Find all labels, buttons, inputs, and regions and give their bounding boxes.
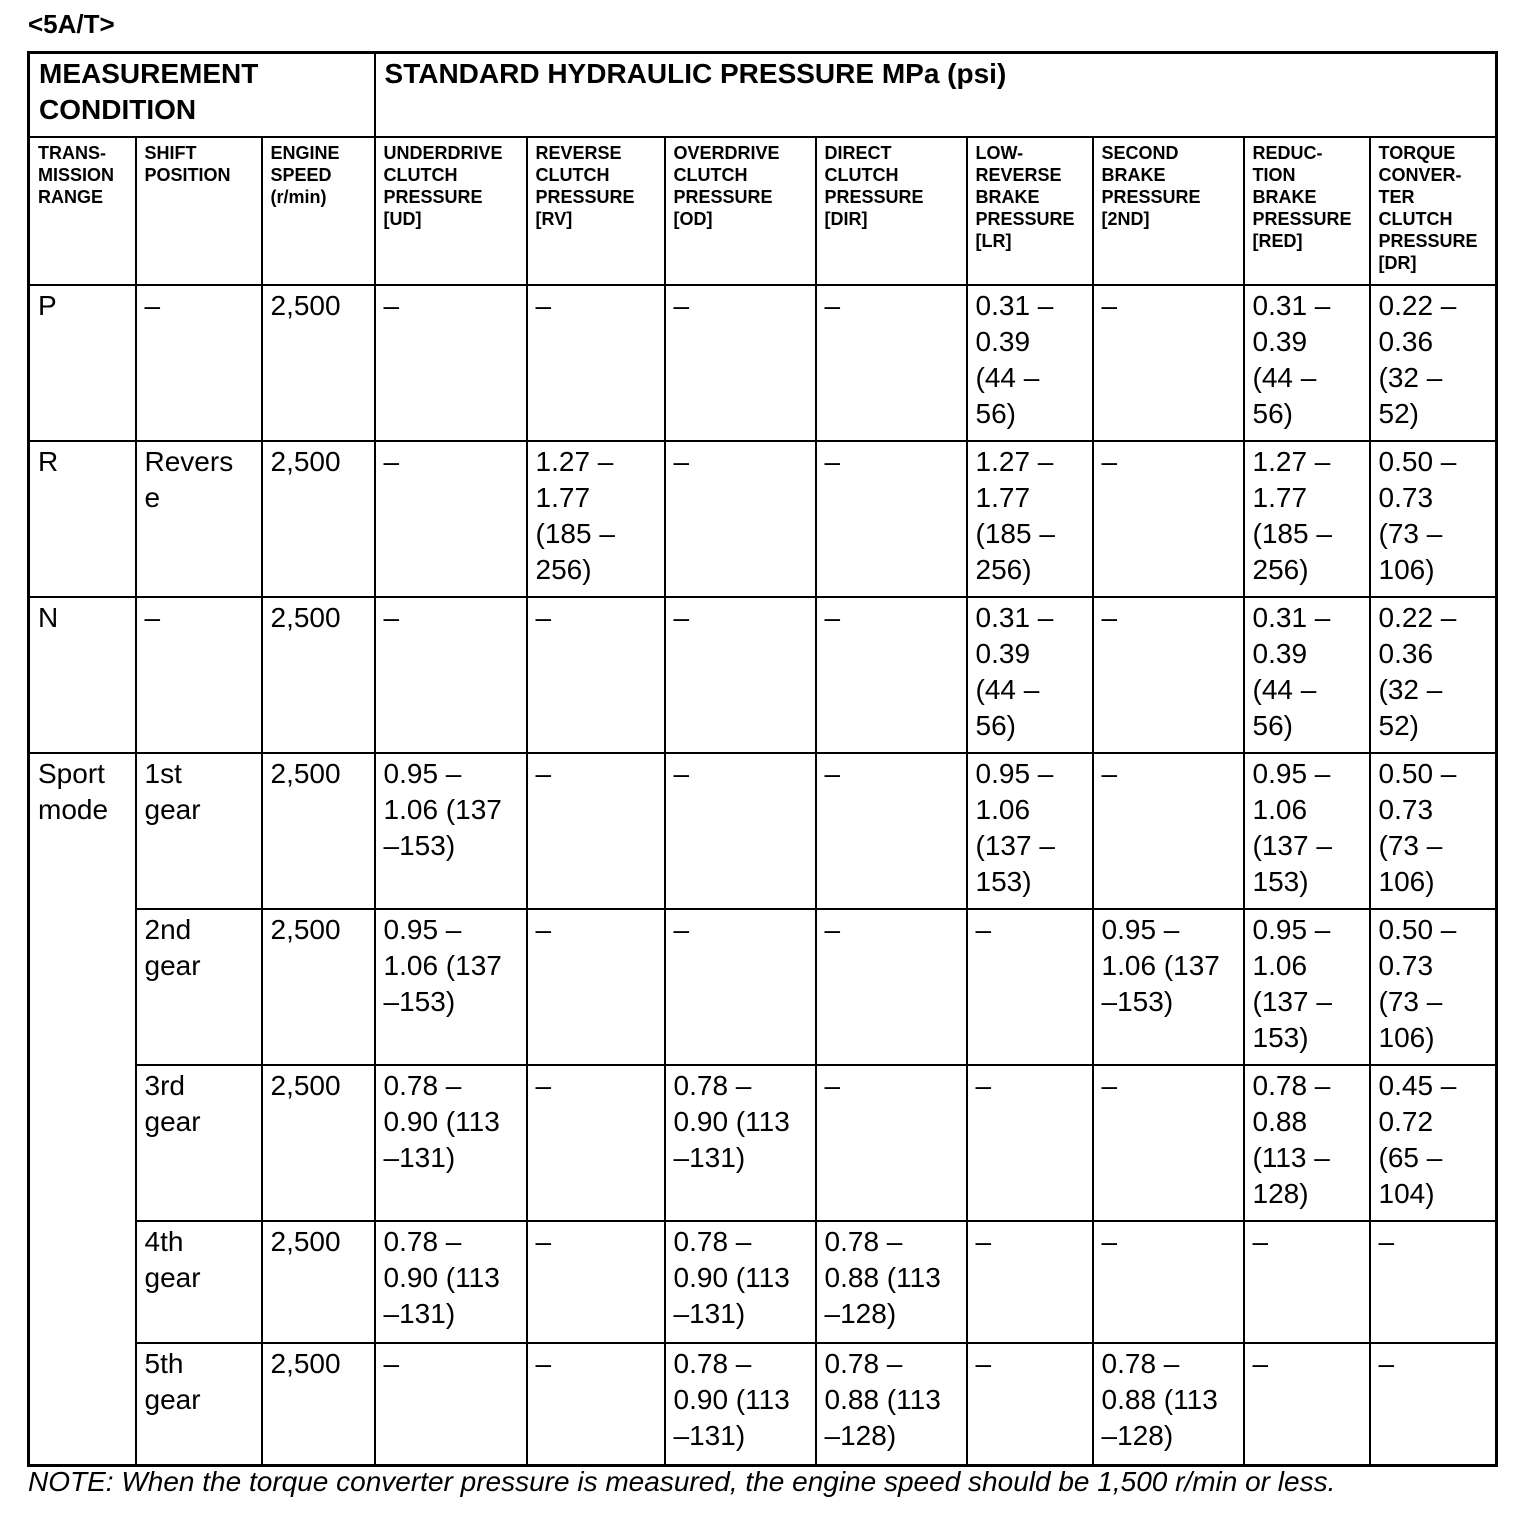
cell-2nd: 0.78 – 0.88 (113 –128) bbox=[1093, 1343, 1244, 1466]
cell-range bbox=[29, 909, 136, 1065]
col-engine-speed: ENGINE SPEED (r/min) bbox=[262, 137, 375, 285]
col-shift-position: SHIFT POSITION bbox=[136, 137, 262, 285]
cell-dir: – bbox=[816, 753, 967, 909]
cell-lr: 0.31 – 0.39 (44 – 56) bbox=[967, 597, 1093, 753]
cell-lr: 0.95 – 1.06 (137 – 153) bbox=[967, 753, 1093, 909]
cell-lr: 0.31 – 0.39 (44 – 56) bbox=[967, 285, 1093, 441]
cell-rv: – bbox=[527, 285, 665, 441]
cell-red: 0.31 – 0.39 (44 – 56) bbox=[1244, 285, 1370, 441]
cell-shift: Revers e bbox=[136, 441, 262, 597]
table-title: <5A/T> bbox=[28, 9, 115, 39]
table-row bbox=[29, 441, 1497, 597]
cell-lr: – bbox=[967, 1343, 1093, 1466]
cell-range bbox=[29, 1221, 136, 1343]
cell-2nd: 0.95 – 1.06 (137 –153) bbox=[1093, 909, 1244, 1065]
col-reduction-brake: REDUC- TION BRAKE PRESSURE [RED] bbox=[1244, 137, 1370, 285]
cell-od: – bbox=[665, 597, 816, 753]
cell-dir: 0.78 – 0.88 (113 –128) bbox=[816, 1221, 967, 1343]
cell-dr: 0.22 – 0.36 (32 – 52) bbox=[1370, 597, 1497, 753]
cell-shift: 1st gear bbox=[136, 753, 262, 909]
cell-2nd: – bbox=[1093, 1221, 1244, 1343]
cell-speed: 2,500 bbox=[262, 1221, 375, 1343]
cell-2nd: – bbox=[1093, 285, 1244, 441]
cell-speed: 2,500 bbox=[262, 285, 375, 441]
cell-ud: – bbox=[375, 597, 527, 753]
header-measurement-condition: MEASUREMENT CONDITION bbox=[29, 53, 375, 138]
cell-lr: – bbox=[967, 909, 1093, 1065]
cell-speed: 2,500 bbox=[262, 909, 375, 1065]
cell-od: – bbox=[665, 753, 816, 909]
cell-red: – bbox=[1244, 1221, 1370, 1343]
cell-speed: 2,500 bbox=[262, 441, 375, 597]
cell-od: – bbox=[665, 285, 816, 441]
cell-dr: 0.45 – 0.72 (65 – 104) bbox=[1370, 1065, 1497, 1221]
cell-od: – bbox=[665, 909, 816, 1065]
cell-dr: 0.50 – 0.73 (73 – 106) bbox=[1370, 441, 1497, 597]
cell-range bbox=[29, 1343, 136, 1466]
cell-dir: – bbox=[816, 441, 967, 597]
cell-rv: – bbox=[527, 1221, 665, 1343]
cell-od: 0.78 – 0.90 (113 –131) bbox=[665, 1343, 816, 1466]
cell-red: 0.78 – 0.88 (113 – 128) bbox=[1244, 1065, 1370, 1221]
cell-dir: – bbox=[816, 285, 967, 441]
cell-shift: 2nd gear bbox=[136, 909, 262, 1065]
cell-range: R bbox=[29, 441, 136, 597]
cell-speed: 2,500 bbox=[262, 1065, 375, 1221]
table-row bbox=[29, 1065, 1497, 1221]
cell-rv: – bbox=[527, 1343, 665, 1466]
cell-dir: – bbox=[816, 597, 967, 753]
cell-shift: 5th gear bbox=[136, 1343, 262, 1466]
col-low-reverse: LOW- REVERSE BRAKE PRESSURE [LR] bbox=[967, 137, 1093, 285]
header-row-columns bbox=[29, 137, 1497, 285]
col-second-brake: SECOND BRAKE PRESSURE [2ND] bbox=[1093, 137, 1244, 285]
header-row-main bbox=[29, 53, 1497, 138]
cell-lr: – bbox=[967, 1065, 1093, 1221]
cell-red: – bbox=[1244, 1343, 1370, 1466]
cell-shift: – bbox=[136, 285, 262, 441]
col-overdrive: OVERDRIVE CLUTCH PRESSURE [OD] bbox=[665, 137, 816, 285]
col-direct: DIRECT CLUTCH PRESSURE [DIR] bbox=[816, 137, 967, 285]
footnote: NOTE: When the torque converter pressure is measured, the engine speed should be 1,500 r/min or less. bbox=[28, 1466, 1336, 1497]
cell-range: Sport mode bbox=[29, 753, 136, 909]
cell-rv: – bbox=[527, 597, 665, 753]
table-row bbox=[29, 597, 1497, 753]
cell-od: – bbox=[665, 441, 816, 597]
cell-dr: 0.50 – 0.73 (73 – 106) bbox=[1370, 909, 1497, 1065]
cell-range bbox=[29, 1065, 136, 1221]
cell-dr: 0.50 – 0.73 (73 – 106) bbox=[1370, 753, 1497, 909]
cell-speed: 2,500 bbox=[262, 597, 375, 753]
cell-dr: 0.22 – 0.36 (32 – 52) bbox=[1370, 285, 1497, 441]
cell-2nd: – bbox=[1093, 1065, 1244, 1221]
cell-dr: – bbox=[1370, 1343, 1497, 1466]
cell-ud: 0.78 – 0.90 (113 –131) bbox=[375, 1065, 527, 1221]
cell-speed: 2,500 bbox=[262, 1343, 375, 1466]
cell-od: 0.78 – 0.90 (113 –131) bbox=[665, 1221, 816, 1343]
cell-dir: 0.78 – 0.88 (113 –128) bbox=[816, 1343, 967, 1466]
table-row bbox=[29, 1343, 1497, 1466]
cell-ud: 0.78 – 0.90 (113 –131) bbox=[375, 1221, 527, 1343]
cell-speed: 2,500 bbox=[262, 753, 375, 909]
cell-red: 1.27 – 1.77 (185 – 256) bbox=[1244, 441, 1370, 597]
cell-lr: – bbox=[967, 1221, 1093, 1343]
cell-dir: – bbox=[816, 909, 967, 1065]
cell-rv: 1.27 – 1.77 (185 – 256) bbox=[527, 441, 665, 597]
cell-od: 0.78 – 0.90 (113 –131) bbox=[665, 1065, 816, 1221]
cell-range: N bbox=[29, 597, 136, 753]
table-row bbox=[29, 909, 1497, 1065]
cell-red: 0.95 – 1.06 (137 – 153) bbox=[1244, 909, 1370, 1065]
col-torque-converter: TORQUE CONVER- TER CLUTCH PRESSURE [DR] bbox=[1370, 137, 1497, 285]
table-row bbox=[29, 285, 1497, 441]
cell-ud: – bbox=[375, 285, 527, 441]
header-standard-pressure: STANDARD HYDRAULIC PRESSURE MPa (psi) bbox=[375, 53, 1497, 138]
col-transmission-range: TRANS- MISSION RANGE bbox=[29, 137, 136, 285]
cell-ud: – bbox=[375, 1343, 527, 1466]
cell-ud: 0.95 – 1.06 (137 –153) bbox=[375, 753, 527, 909]
cell-2nd: – bbox=[1093, 441, 1244, 597]
cell-ud: – bbox=[375, 441, 527, 597]
col-reverse: REVERSE CLUTCH PRESSURE [RV] bbox=[527, 137, 665, 285]
cell-rv: – bbox=[527, 753, 665, 909]
cell-red: 0.31 – 0.39 (44 – 56) bbox=[1244, 597, 1370, 753]
cell-dr: – bbox=[1370, 1221, 1497, 1343]
col-underdrive: UNDERDRIVE CLUTCH PRESSURE [UD] bbox=[375, 137, 527, 285]
table-row bbox=[29, 1221, 1497, 1343]
cell-ud: 0.95 – 1.06 (137 –153) bbox=[375, 909, 527, 1065]
cell-red: 0.95 – 1.06 (137 – 153) bbox=[1244, 753, 1370, 909]
cell-rv: – bbox=[527, 909, 665, 1065]
cell-dir: – bbox=[816, 1065, 967, 1221]
cell-2nd: – bbox=[1093, 753, 1244, 909]
cell-shift: 3rd gear bbox=[136, 1065, 262, 1221]
cell-range: P bbox=[29, 285, 136, 441]
cell-shift: – bbox=[136, 597, 262, 753]
cell-shift: 4th gear bbox=[136, 1221, 262, 1343]
table-row bbox=[29, 753, 1497, 909]
cell-rv: – bbox=[527, 1065, 665, 1221]
cell-2nd: – bbox=[1093, 597, 1244, 753]
hydraulic-pressure-table bbox=[27, 51, 1498, 1467]
cell-lr: 1.27 – 1.77 (185 – 256) bbox=[967, 441, 1093, 597]
